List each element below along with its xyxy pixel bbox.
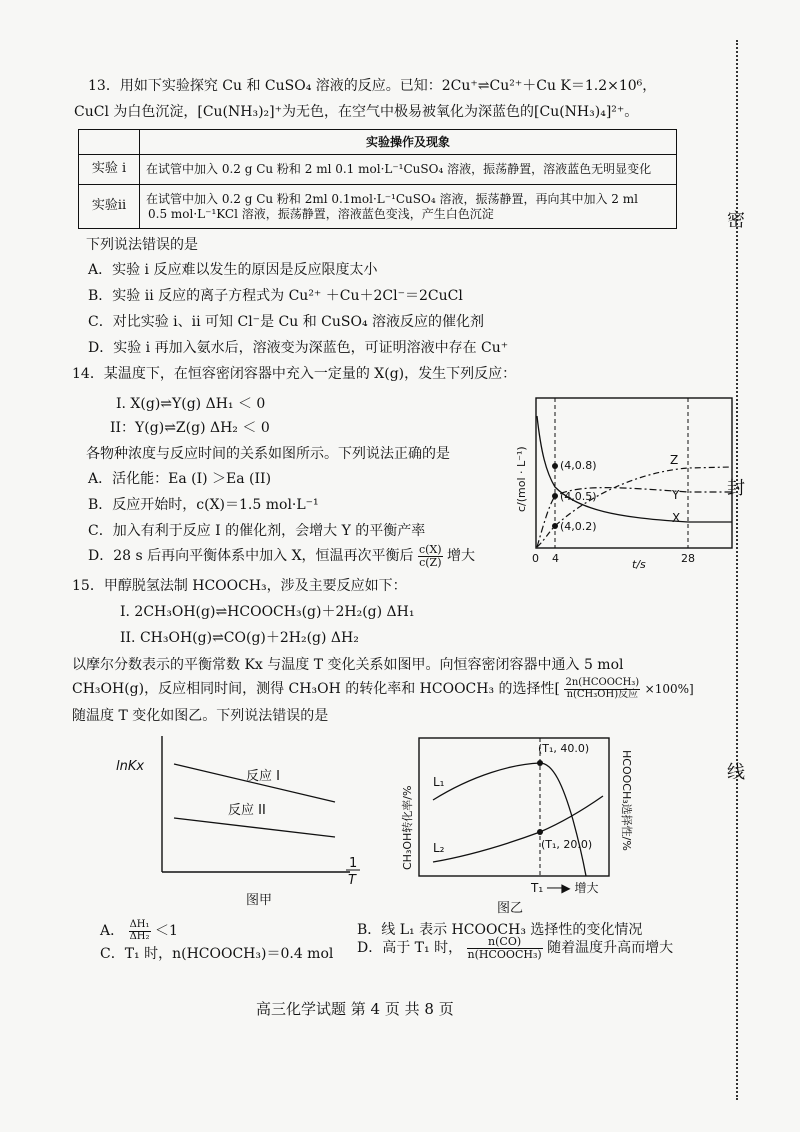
margin-mark-xian: 线 [727,762,745,783]
q15-option-b: B．线 L₁ 表示 HCOOCH₃ 选择性的变化情况 [357,922,643,938]
q14-point-0.2 [552,523,558,529]
q15-a-pre: A． [100,923,125,939]
row1-label: 实验 i [79,155,140,185]
jia-caption: 图甲 [246,893,273,908]
yi-label-l2: L₂ [433,841,445,855]
table-corner [79,130,140,155]
q14-d-fraction [418,544,443,568]
q14-d-pre: D．28 s 后再向平衡体系中加入 X，恒温再次平衡后 [88,548,414,565]
q14-reaction-2: II：Y(g)⇌Z(g) ΔH₂ ＜ 0 [110,420,270,436]
q14-t28-label: 28 [681,552,695,565]
yi-curve-l2 [433,796,603,862]
q15-para-3: 随温度 T 变化如图乙。下列说法错误的是 [72,708,329,724]
row2-label: 实验ii [79,185,140,229]
q14-ylabel: c/(mol · L⁻¹) [515,446,528,512]
q15-d-fraction [467,936,543,960]
q15-option-a [100,920,178,942]
q13-option-b: B．实验 ii 反应的离子方程式为 Cu²⁺ ＋Cu＋2Cl⁻＝2CuCl [88,288,463,304]
jia-xlabel-num: 1 [349,856,358,871]
q14-origin-label: 0 [532,552,539,565]
q15-figure-yi [393,730,633,920]
q14-d-den: c(Z) [419,555,442,569]
q13-experiment-table [78,129,677,229]
q15-a-num: ΔH₁ [129,919,150,930]
jia-label-reaction-1: 反应 I [246,769,280,784]
q14-series-y-label: Y [672,488,680,502]
q14-concentration-chart [508,392,736,582]
yi-ylabel-right: HCOOCH₃选择性/% [620,750,633,851]
q14-point-0.8 [552,463,558,469]
q15-a-post: ＜1 [154,923,178,939]
q15-para-2-pre: CH₃OH(g)，反应相同时间，测得 CH₃OH 的转化率和 HCOOCH₃ 的选择性[ [72,681,560,697]
yi-label-l1: L₁ [433,775,445,789]
q13-option-d: D．实验 i 再加入氨水后，溶液变为深蓝色，可证明溶液中存在 Cu⁺ [88,340,509,356]
q15-a-den: ΔH₂ [129,930,150,942]
q15-figure-jia [110,732,375,912]
q14-series-x-label: X [672,511,681,525]
row1-text: 在试管中加入 0.2 g Cu 粉和 2 ml 0.1 mol·L⁻¹CuSO₄ 溶液，振荡静置，溶液蓝色无明显变化 [140,155,677,185]
q14-label-0.8: (4,0.8) [560,459,597,472]
q15-d-pre: D．高于 T₁ 时， [357,940,463,957]
yi-ylabel-left: CH₃OH转化率/% [401,785,414,870]
q15-stem: 15．甲醇脱氢法制 HCOOCH₃，涉及主要反应如下： [72,578,407,594]
q15-d-post: 随着温度升高而增大 [547,940,674,957]
q14-option-b: B．反应开始时，c(X)＝1.5 mol·L⁻¹ [88,497,319,513]
q14-series-z-label: Z [670,453,679,467]
q14-t4-label: 4 [552,552,559,565]
q15-para-2 [72,678,694,700]
q14-xlabel: t/s [632,558,646,571]
q14-reaction-1: I. X(g)⇌Y(g) ΔH₁ ＜ 0 [116,396,266,412]
q14-series-z-curve [537,467,732,547]
q14-d-num: c(X) [419,543,442,556]
jia-label-reaction-2: 反应 II [228,803,266,818]
q15-sel-den: n(CH₃OH)反应 [566,688,639,700]
q14-question: 各物种浓度与反应时间的关系如图所示。下列说法正确的是 [86,446,450,462]
q13-stem-line2: CuCl 为白色沉淀，[Cu(NH₃)₂]⁺为无色，在空气中极易被氧化为深蓝色的[Cu(NH₃)₄]²⁺。 [74,104,639,120]
q14-label-0.2: (4,0.2) [560,520,597,533]
q15-option-d [357,936,673,960]
margin-mark-mi: 密 [727,210,745,231]
yi-caption: 图乙 [497,901,524,916]
q13-option-c: C．对比实验 i、ii 可知 Cl⁻是 Cu 和 CuSO₄ 溶液反应的催化剂 [88,314,485,330]
row2-text [140,185,677,229]
yi-label-point-40: (T₁, 40.0) [538,742,590,755]
q15-option-c: C．T₁ 时，n(HCOOCH₃)＝0.4 mol [100,946,334,962]
q14-d-post: 增大 [447,548,476,565]
q14-option-a: A．活化能：Ea (I) ＞Ea (II) [88,471,272,487]
q15-d-den: n(HCOOCH₃) [467,947,542,961]
jia-xlabel-den: T [348,873,356,888]
row2-text-line2: 0.5 mol·L⁻¹KCl 溶液，振荡静置，溶液蓝色变浅，产生白色沉淀 [148,206,494,221]
q15-reaction-2: II. CH₃OH(g)⇌CO(g)＋2H₂(g) ΔH₂ [120,630,359,646]
q15-a-fraction [129,920,151,942]
yi-frame [419,738,609,876]
q14-stem: 14．某温度下，在恒容密闭容器中充入一定量的 X(g)，发生下列反应： [72,366,517,382]
q14-option-d [88,544,475,568]
yi-point-20 [537,829,543,835]
q15-reaction-1: I. 2CH₃OH(g)⇌HCOOCH₃(g)＋2H₂(g) ΔH₁ [120,604,415,620]
row2-text-line1: 在试管中加入 0.2 g Cu 粉和 2ml 0.1mol·L⁻¹CuSO₄ 溶液，振荡静置，再向其中加入 2 ml [146,191,638,206]
q15-sel-num: 2n(HCOOCH₃) [565,677,640,688]
binding-margin-dotted-line [736,40,738,1100]
table-header: 实验操作及现象 [140,130,677,155]
yi-curve-l1 [433,763,586,876]
q14-point-0.5 [552,493,558,499]
q15-para-2-post: ×100%] [644,682,694,696]
q14-option-c: C．加入有利于反应 I 的催化剂，会增大 Y 的平衡产率 [88,523,426,539]
q15-selectivity-fraction [564,678,640,700]
yi-xlabel: T₁ ──▶ 增大 [531,881,599,895]
margin-mark-feng: 封 [727,478,745,499]
page-footer: 高三化学试题 第 4 页 共 8 页 [256,1000,454,1018]
q14-label-0.5: (4,0.5) [560,490,597,503]
jia-line-reaction-2 [174,818,335,837]
yi-label-point-20: (T₁, 20.0) [541,838,593,851]
yi-point-40 [537,760,543,766]
q15-para-1: 以摩尔分数表示的平衡常数 Kx 与温度 T 变化关系如图甲。向恒容密闭容器中通入 5 mol [72,657,624,673]
q13-question: 下列说法错误的是 [86,237,198,253]
jia-ylabel: lnKx [116,759,145,774]
q15-d-num: n(CO) [467,936,543,949]
q13-option-a: A．实验 i 反应难以发生的原因是反应限度太小 [88,262,378,278]
q13-stem-line1: 13．用如下实验探究 Cu 和 CuSO₄ 溶液的反应。已知：2Cu⁺⇌Cu²⁺＋Cu K＝1.2×10⁶， [88,78,657,94]
